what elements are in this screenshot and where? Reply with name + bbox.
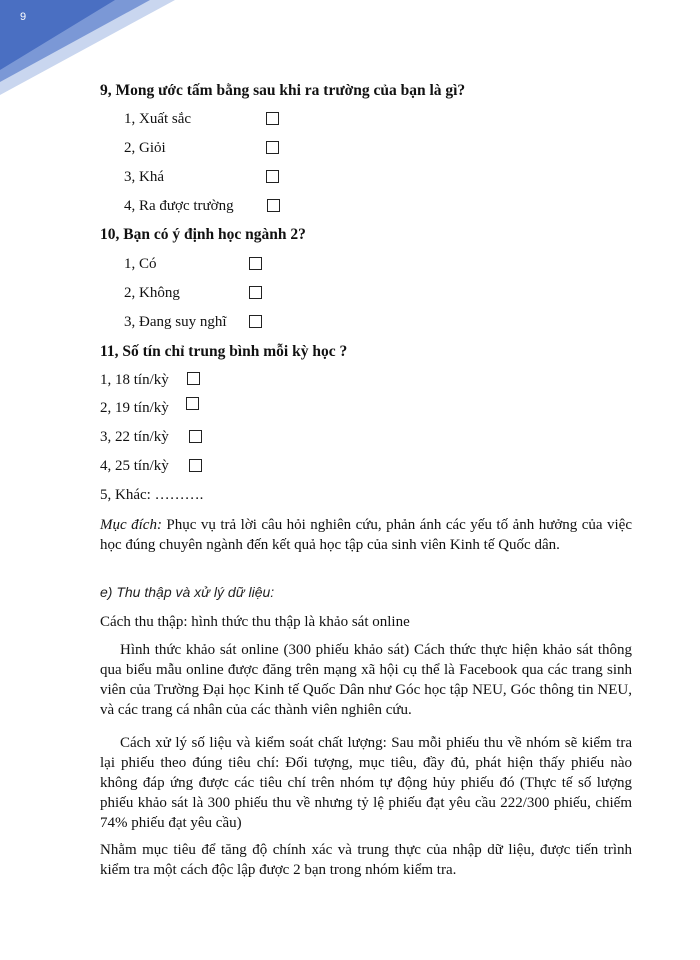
- q10-option-2-checkbox[interactable]: [249, 286, 262, 299]
- q11-option-4-checkbox[interactable]: [189, 459, 202, 472]
- q11-option-5-label: 5, Khác: ……….: [100, 487, 204, 503]
- data-processing-paragraph: Cách xử lý số liệu và kiểm soát chất lượng: Sau mỗi phiếu thu về nhóm sẽ kiểm tra lại phiếu theo đúng tiêu chí: Đối tượng, mục tiêu, đầy đủ, phát hiện thấy phiếu nào không đáp ứng được các tiêu chí trên nhóm tự động hủy phiếu đó (Thực tế số lượng phiếu khảo sát là 300 phiếu thu về nhưng tỷ lệ phiếu đạt yêu cầu 222/300 phiếu, chiếm 74% phiếu đạt yêu cầu): [100, 735, 632, 831]
- q11-option-1-label: 1, 18 tín/kỳ: [100, 372, 169, 388]
- question-10-title: 10, Bạn có ý định học ngành 2?: [100, 226, 306, 243]
- question-9-title: 9, Mong ước tấm bằng sau khi ra trường của bạn là gì?: [100, 82, 466, 99]
- purpose-text: Phục vụ trả lời câu hỏi nghiên cứu, phản ánh các yếu tố ảnh hưởng của việc học đúng chuyên ngành đến kết quả học tập của sinh viên Kinh tế Quốc dân.: [100, 517, 632, 553]
- q10-option-3-label: 3, Đang suy nghĩ: [124, 314, 227, 330]
- purpose-label: Mục đích:: [100, 517, 162, 533]
- q9-option-2-checkbox[interactable]: [266, 141, 279, 154]
- q9-option-1-label: 1, Xuất sắc: [124, 111, 192, 127]
- page-number: 9: [20, 11, 27, 23]
- q11-option-2-checkbox[interactable]: [186, 397, 199, 410]
- q10-option-1-label: 1, Có: [124, 256, 157, 272]
- corner-decoration: [0, 0, 175, 95]
- q9-option-4-checkbox[interactable]: [267, 199, 280, 212]
- q9-option-2-label: 2, Giỏi: [124, 140, 166, 156]
- verification-paragraph: Nhằm mục tiêu để tăng độ chính xác và trung thực của nhập dữ liệu, được tiến trình kiểm tra một cách độc lập được 2 bạn trong nhóm kiểm tra.: [100, 842, 632, 878]
- collection-method-paragraph: Cách thu thập: hình thức thu thập là khảo sát online: [100, 614, 410, 630]
- q11-option-3-checkbox[interactable]: [189, 430, 202, 443]
- q11-option-3-label: 3, 22 tín/kỳ: [100, 429, 169, 445]
- q9-option-3-label: 3, Khá: [124, 169, 164, 185]
- section-heading: e) Thu thập và xử lý dữ liệu:: [100, 584, 275, 600]
- q11-option-4-label: 4, 25 tín/kỳ: [100, 458, 169, 474]
- question-11-title: 11, Số tín chỉ trung bình mỗi kỳ học ?: [100, 343, 348, 360]
- q10-option-3-checkbox[interactable]: [249, 315, 262, 328]
- q9-option-3-checkbox[interactable]: [266, 170, 279, 183]
- q11-option-1-checkbox[interactable]: [187, 372, 200, 385]
- online-survey-paragraph: Hình thức khảo sát online (300 phiếu khảo sát) Cách thức thực hiện khảo sát thông qua biểu mẫu online được đăng trên mạng xã hội cụ thể là Facebook qua các trang sinh viên của Trường Đại học Kinh tế Quốc Dân như Góc học tập NEU, Góc thông tin NEU, và các trang cá nhân của các thành viên nghiên cứu.: [100, 642, 632, 718]
- q11-option-2-label: 2, 19 tín/kỳ: [100, 400, 169, 416]
- q9-option-4-label: 4, Ra được trường: [124, 198, 234, 214]
- q10-option-2-label: 2, Không: [124, 285, 180, 301]
- q9-option-1-checkbox[interactable]: [266, 112, 279, 125]
- q10-option-1-checkbox[interactable]: [249, 257, 262, 270]
- purpose-paragraph: [100, 515, 632, 555]
